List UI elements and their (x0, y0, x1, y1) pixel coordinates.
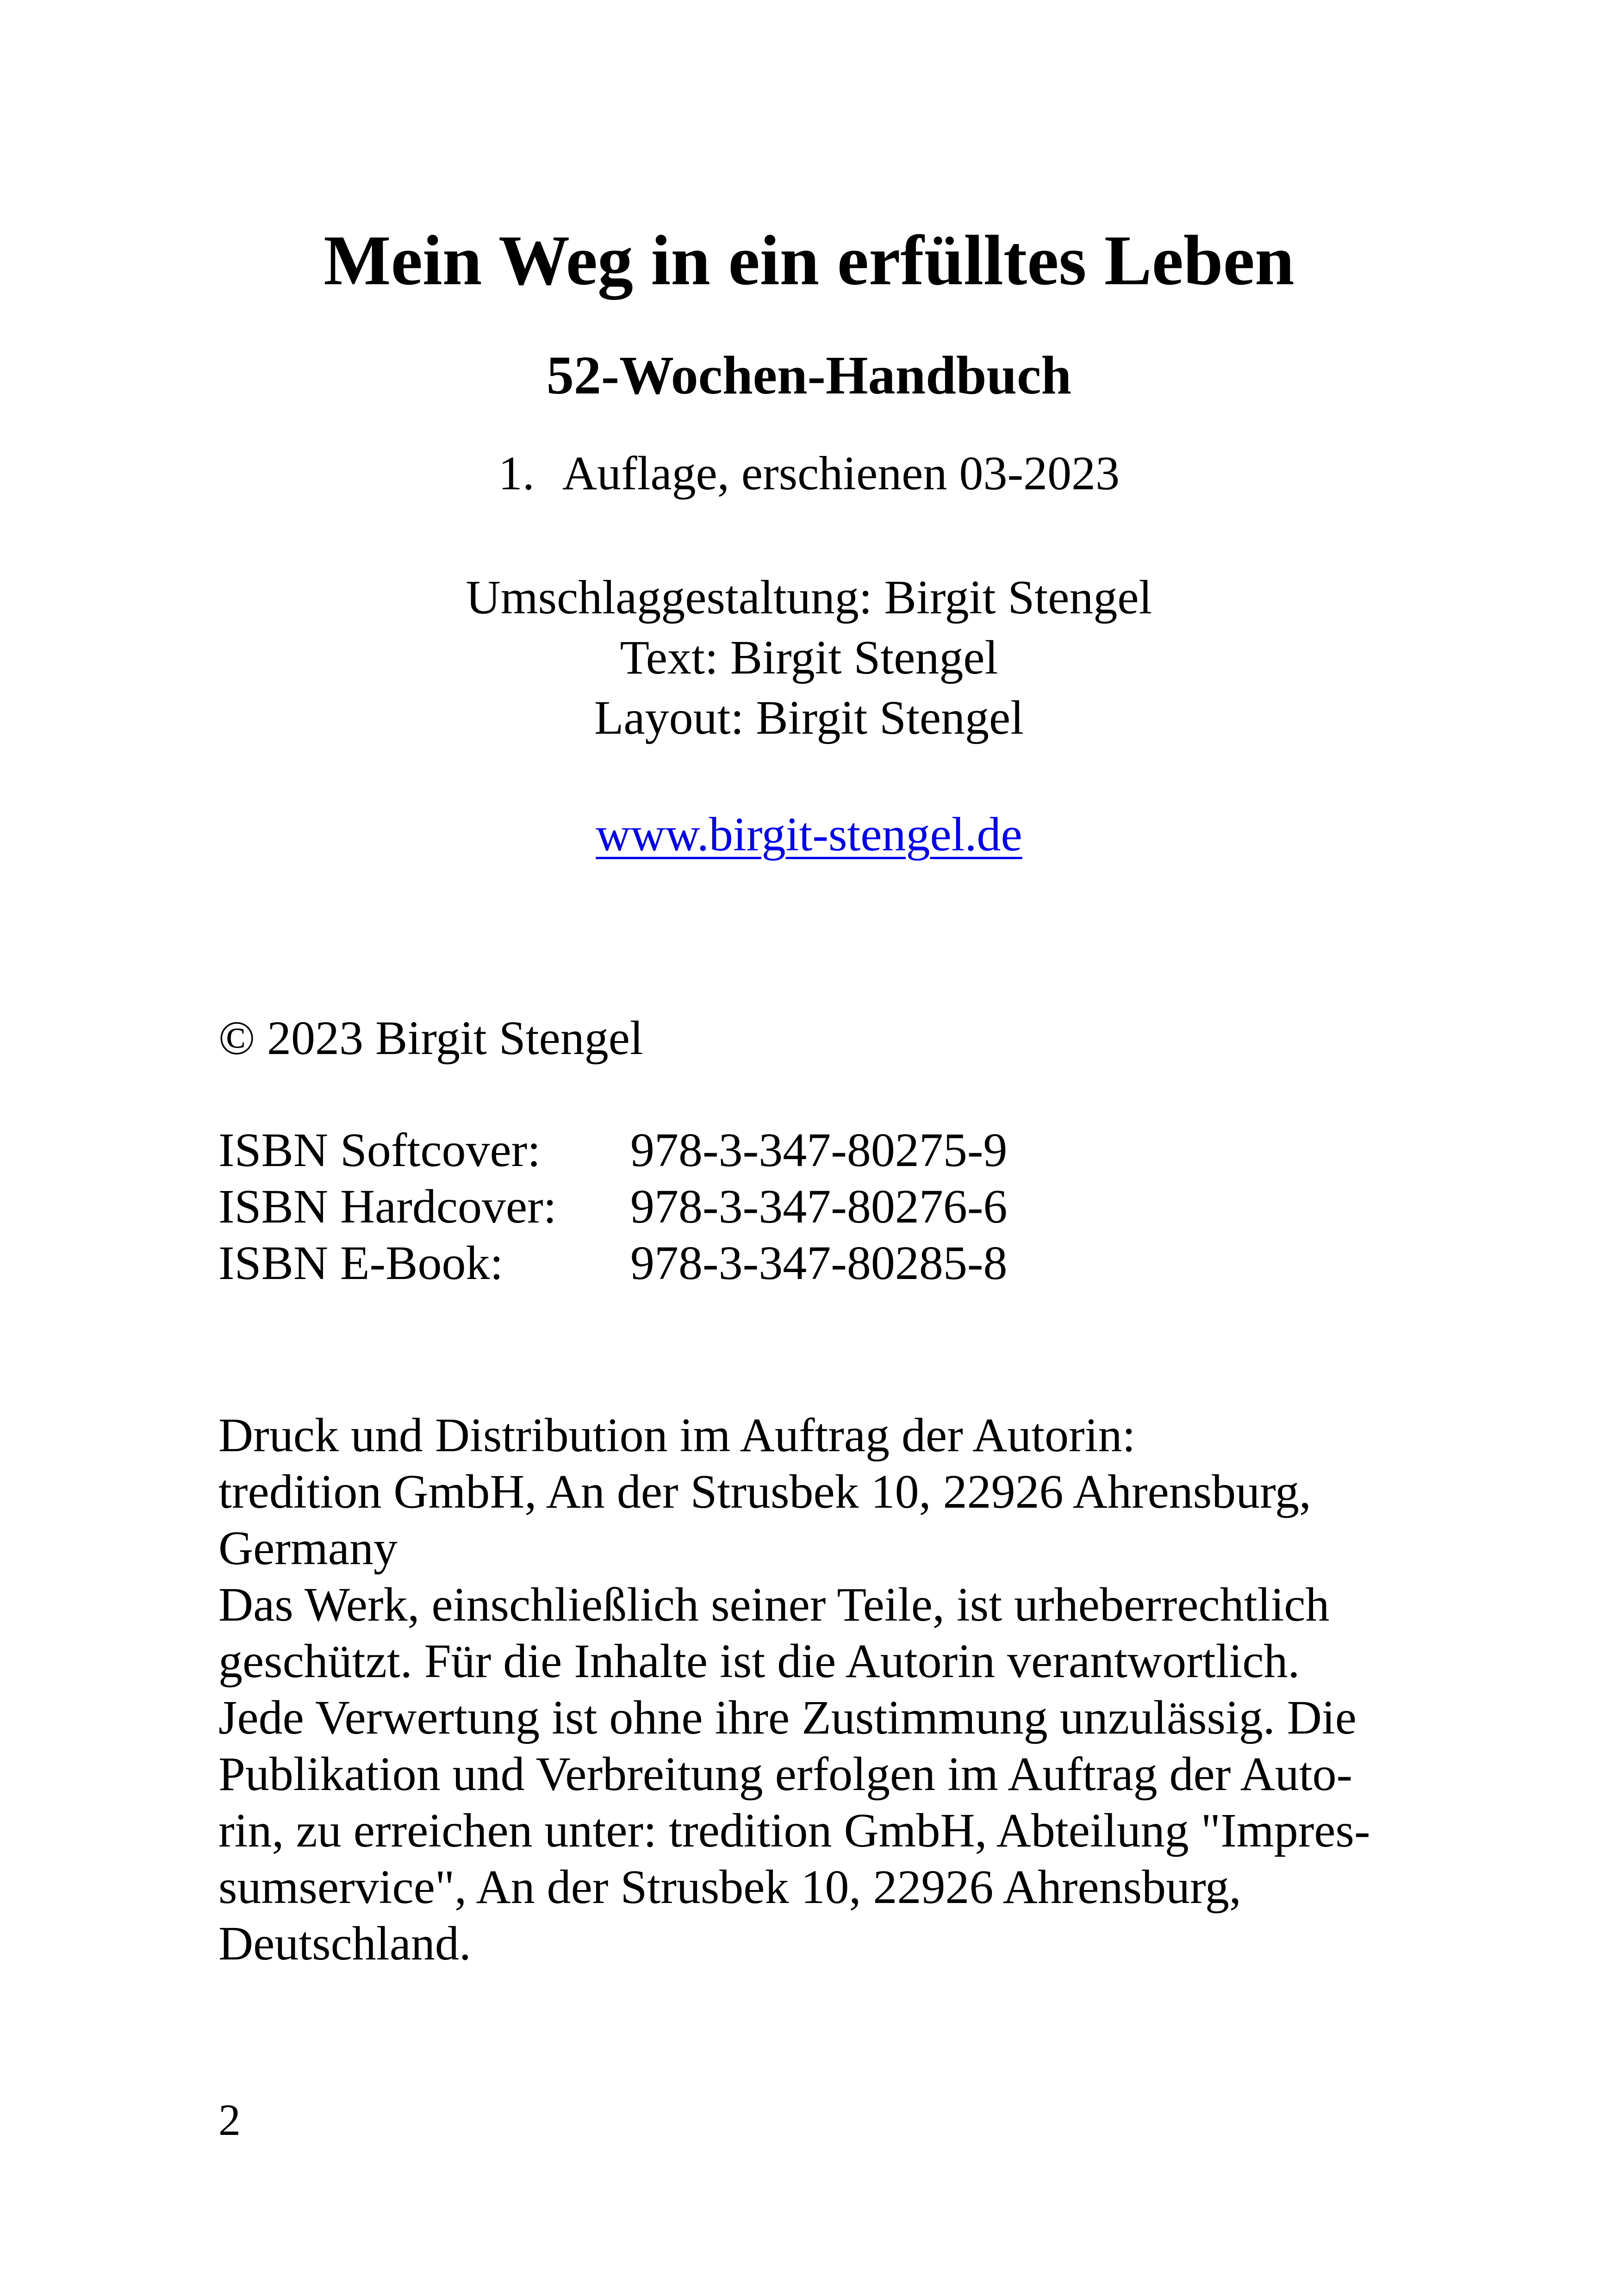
credit-text: Text: Birgit Stengel (620, 631, 998, 684)
edition-text: Auflage, erschienen 03-2023 (562, 447, 1120, 500)
isbn-row (218, 1120, 1403, 1177)
edition-line (0, 443, 1618, 504)
imprint-line: rin, zu erreichen unter: tredition GmbH, Abteilung "Impres- (218, 1804, 1370, 1857)
imprint-text (218, 1405, 1422, 1970)
credit-layout: Layout: Birgit Stengel (594, 691, 1024, 744)
credits (0, 568, 1618, 748)
isbn-value: 978-3-347-80285-8 (630, 1236, 1008, 1290)
isbn-value: 978-3-347-80276-6 (630, 1180, 1008, 1233)
isbn-label: ISBN E-Book: (218, 1236, 504, 1290)
isbn-list (218, 1120, 1403, 1290)
isbn-label: ISBN Softcover: (218, 1123, 541, 1177)
imprint-line: geschützt. Für die Inhalte ist die Autorin verantwortlich. (218, 1635, 1300, 1688)
isbn-row (218, 1233, 1403, 1290)
isbn-value: 978-3-347-80275-9 (630, 1123, 1008, 1177)
imprint-line: Das Werk, einschließlich seiner Teile, ist urheberrechtlich (218, 1578, 1330, 1631)
imprint-line: Publikation und Verbreitung erfolgen im Auftrag der Auto- (218, 1747, 1353, 1801)
imprint-line: tredition GmbH, An der Strusbek 10, 22926 Ahrensburg, (218, 1465, 1312, 1518)
isbn-label: ISBN Hardcover: (218, 1180, 557, 1233)
edition-number: 1. (498, 447, 535, 500)
imprint-line: Germany (218, 1522, 398, 1575)
imprint-line: Jede Verwertung ist ohne ihre Zustimmung unzulässig. Die (218, 1691, 1357, 1744)
credit-cover: Umschlaggestaltung: Birgit Stengel (466, 571, 1152, 624)
imprint-line: Druck und Distribution im Auftrag der Autorin: (218, 1409, 1136, 1462)
book-title: Mein Weg in ein erfülltes Leben (324, 221, 1294, 300)
book-subtitle: 52-Wochen-Handbuch (546, 345, 1072, 406)
isbn-row (218, 1177, 1403, 1233)
copyright-notice: © 2023 Birgit Stengel (218, 1011, 643, 1065)
website-link[interactable]: www.birgit-stengel.de (596, 808, 1022, 861)
imprint-line: sumservice", An der Strusbek 10, 22926 Ahrensburg, (218, 1860, 1241, 1914)
website-line (0, 805, 1618, 865)
page-number: 2 (218, 2095, 241, 2145)
imprint-line: Deutschland. (218, 1917, 471, 1970)
